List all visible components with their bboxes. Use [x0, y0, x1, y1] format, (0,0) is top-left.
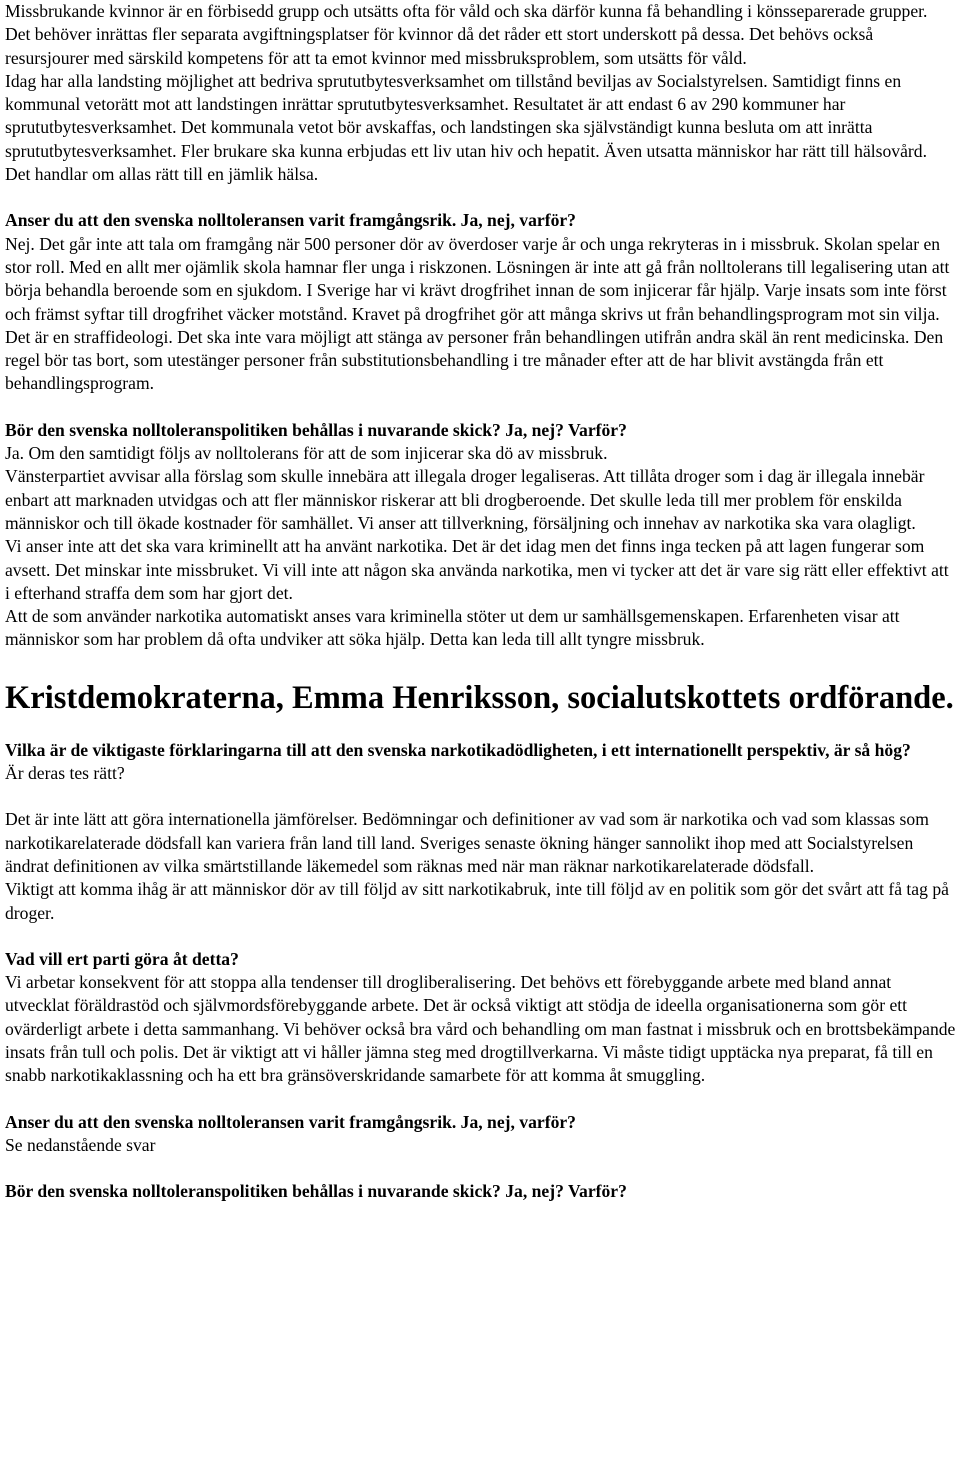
paragraph: Idag har alla landsting möjlighet att bedriva sprututbytesverksamhet om tillstånd beviljas av Socialstyrelsen. Samtidigt finns en kommunal vetorätt mot att landstingen inrättar sprututbytesverksamhet. Resultatet är att endast 6 av 290 kommuner har sprututbytesverksamhet. Det kommunala vetot bör avskaffas, och landstingen ska självständigt kunna besluta om att inrätta sprututbytesverksamhet. Fler brukare ska kunna erbjudas ett liv utan hiv och hepatit. Även utsatta människor har rätt till hälsovård. Det handlar om allas rätt till en jämlik hälsa.: [5, 70, 927, 185]
question-heading: Bör den svenska nolltoleranspolitiken behållas i nuvarande skick? Ja, nej? Varför?: [5, 1181, 627, 1202]
question-heading: Vilka är de viktigaste förklaringarna till att den svenska narkotikadödligheten, i ett internationellt perspektiv, är så hög?: [5, 739, 911, 760]
answer-paragraph: Ja. Om den samtidigt följs av nolltolerans för att de som injicerar ska dö av missbruk.: [5, 443, 608, 464]
section-heading: Kristdemokraterna, Emma Henriksson, socialutskottets ordförande.: [5, 679, 954, 716]
answer-paragraph: Vänsterpartiet avvisar alla förslag som skulle innebära att illegala droger legaliseras. Att tillåta droger som i dag är illegala innebär enbart att marknaden utvidgas och att fler människor riskerar att bli drogberoende. Det skulle leda till mer problem för enskilda människor och till ökade kostnader för samhället. Vi anser att tillverkning, försäljning och innehav av narkotika ska vara olagligt.: [5, 466, 925, 533]
question-heading: Vad vill ert parti göra åt detta?: [5, 948, 239, 969]
answer-paragraph: Att de som använder narkotika automatiskt anses vara kriminella stöter ut dem ur samhällsgemenskapen. Erfarenheten visar att människor som har problem då ofta undviker att söka hjälp. Detta kan leda till allt tyngre missbruk.: [5, 606, 900, 650]
answer-paragraph: Vi anser inte att det ska vara kriminellt att ha använt narkotika. Det är det idag men det finns inga tecken på att lagen fungerar som avsett. Det minskar inte missbruket. Vi vill inte att någon ska använda narkotika, men vi tycker att det är vare sig rätt eller effektivt att i efterhand straffa dem som har gjort det.: [5, 536, 949, 603]
answer-paragraph: Se nedanstående svar: [5, 1134, 156, 1155]
answer-paragraph: Nej. Det går inte att tala om framgång när 500 personer dör av överdoser varje år och unga rekryteras in i missbruk. Skolan spelar en stor roll. Med en allt mer ojämlik skola hamnar fler unga i riskzonen. Lösningen är inte att gå från nolltolerans till legalisering utan att börja behandla beroende som en sjukdom. I Sverige har vi krävt drogfrihet innan de som injicerar får hjälp. Varje insats som inte först och främst syftar till drogfrihet väcker motstånd. Kravet på drogfrihet gör att många skrivs ut från behandlingsprogram mot sin vilja. Det är en straffideologi. Det ska inte vara möjligt att stänga av personer från behandlingen utifrån andra skäl än rent medicinska. Den regel bör tas bort, som utestänger personer från substitutionsbehandling i tre månader efter att de har blivit avstängda från ett behandlingsprogram.: [5, 233, 950, 394]
answer-paragraph: Det är inte lätt att göra internationella jämförelser. Bedömningar och definitioner av vad som är narkotika och vad som klassas som narkotikarelaterade dödsfall kan variera från land till land. Sveriges senaste ökning hänger sannolikt ihop med att Socialstyrelsen ändrat definitionen av vilka smärtstillande läkemedel som räknas med när man räknar narkotikarelaterade dödsfall.: [5, 809, 929, 876]
paragraph: Missbrukande kvinnor är en förbisedd grupp och utsätts ofta för våld och ska därför kunna få behandling i könsseparerade grupper. Det behöver inrättas fler separata avgiftningsplatser för kvinnor då det råder ett stort underskott på dessa. Det behövs också resursjourer med särskild kompetens för att ta emot kvinnor med missbruksproblem, som utsätts för våld.: [5, 1, 928, 68]
question-heading: Anser du att den svenska nolltoleransen varit framgångsrik. Ja, nej, varför?: [5, 210, 576, 231]
question-heading: Bör den svenska nolltoleranspolitiken behållas i nuvarande skick? Ja, nej? Varför?: [5, 419, 627, 440]
question-heading: Anser du att den svenska nolltoleransen varit framgångsrik. Ja, nej, varför?: [5, 1111, 576, 1132]
answer-paragraph: Viktigt att komma ihåg är att människor dör av till följd av sitt narkotikabruk, inte till följd av en politik som gör det svårt att få tag på droger.: [5, 879, 949, 923]
answer-paragraph: Vi arbetar konsekvent för att stoppa alla tendenser till drogliberalisering. Det behövs ett förebyggande arbete med bland annat utvecklat föräldrastöd och självmordsförebyggande arbete. Det är också viktigt att stödja de ideella organisationerna som gör ett ovärderligt arbete i detta sammanhang. Vi behöver också bra vård och behandling om man fastnat i missbruk och en brottsbekämpande insats från tull och polis. Det är viktigt att vi håller jämna steg med drogtillverkarna. Vi måste tidigt upptäcka nya preparat, få till en snabb narkotikaklassning och ha ett bra gränsöverskridande samarbete för att komma åt smuggling.: [5, 972, 956, 1086]
question-subtext: Är deras tes rätt?: [5, 763, 125, 784]
